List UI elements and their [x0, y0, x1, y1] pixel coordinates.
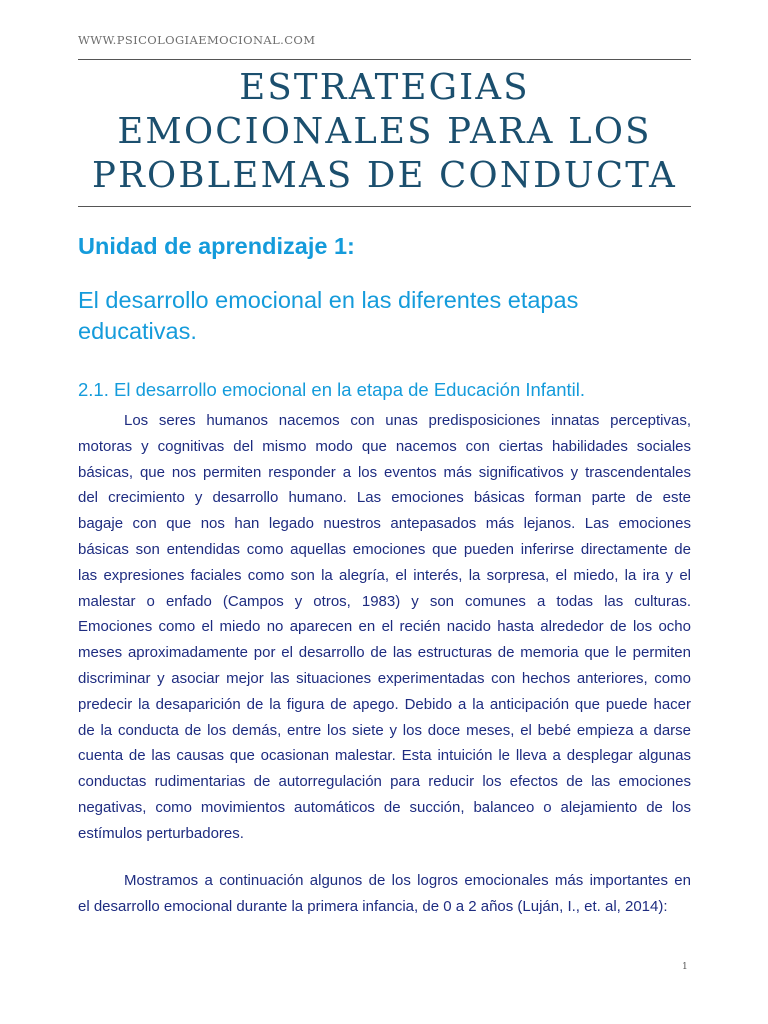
- paragraph-line: del crecimiento y desarrollo humano. Las emociones básicas forman parte de este: [78, 489, 691, 507]
- paragraph-line: bagaje con que nos han legado nuestros antepasados más lejanos. Las emociones: [78, 515, 691, 533]
- document-title: [78, 66, 691, 198]
- paragraph-line: cuenta de las causas que ocasionan malestar. Esta intuición le lleva a desplegar algunas: [78, 747, 691, 765]
- paragraph-1: [78, 408, 691, 847]
- title-line: PROBLEMAS DE CONDUCTA: [92, 155, 677, 196]
- header-divider: [78, 59, 691, 60]
- paragraph-line: malestar o enfado (Campos y otros, 1983) y son comunes a todas las culturas.: [78, 592, 691, 610]
- paragraph-line: conductas rudimentarias de autorregulación para reducir los efectos de las emociones: [78, 773, 691, 791]
- unit-subtitle-line: educativas.: [78, 318, 197, 344]
- paragraph-line: discriminar y asociar mejor las situaciones experimentadas con hechos anteriores, como: [78, 669, 691, 687]
- paragraph-line: el desarrollo emocional durante la primera infancia, de 0 a 2 años (Luján, I., et. al, 2014):: [78, 897, 668, 915]
- paragraph-line: de la conducta de los demás, entre los siete y los doce meses, el bebé empieza a darse: [78, 721, 691, 739]
- title-divider: [78, 206, 691, 207]
- title-line: ESTRATEGIAS: [239, 67, 530, 108]
- paragraph-line: predecir la desaparición de la figura de apego. Debido a la anticipación que puede hacer: [78, 695, 691, 713]
- paragraph-line: Los seres humanos nacemos con unas predisposiciones innatas perceptivas,: [124, 412, 691, 429]
- paragraph-line: meses aproximadamente por el desarrollo de las estructuras de memoria que le permiten: [78, 644, 691, 662]
- paragraph-line: Mostramos a continuación algunos de los logros emocionales más importantes en: [124, 872, 691, 889]
- paragraph-line: Emociones como el miedo no aparecen en el recién nacido hasta alrededor de los ocho: [78, 618, 691, 636]
- paragraph-line: básicas, que nos permiten responder a los eventos más significativos y trascendentales: [78, 463, 691, 481]
- paragraph-line: motoras y cognitivas del mismo modo que nacemos con ciertas habilidades sociales: [78, 437, 691, 455]
- unit-subtitle-line: El desarrollo emocional en las diferentes etapas: [78, 287, 579, 313]
- page-number: 1: [682, 962, 688, 972]
- unit-subtitle: [78, 285, 698, 347]
- title-line: EMOCIONALES PARA LOS: [117, 111, 652, 152]
- paragraph-line: estímulos perturbadores.: [78, 824, 244, 842]
- paragraph-2: [78, 868, 691, 920]
- paragraph-line: básicas son entendidas como aquellas emociones que pueden inferirse directamente de: [78, 540, 691, 558]
- header-url-link[interactable]: WWW.PSICOLOGIAEMOCIONAL.COM: [78, 33, 316, 47]
- paragraph-line: negativas, como movimientos automáticos de succión, balanceo o alejamiento de los: [78, 798, 691, 816]
- unit-heading: Unidad de aprendizaje 1:: [78, 233, 355, 259]
- paragraph-line: las expresiones faciales como son la alegría, el interés, la sorpresa, el miedo, la ira y el: [78, 566, 691, 584]
- section-heading: 2.1. El desarrollo emocional en la etapa de Educación Infantil.: [78, 379, 586, 400]
